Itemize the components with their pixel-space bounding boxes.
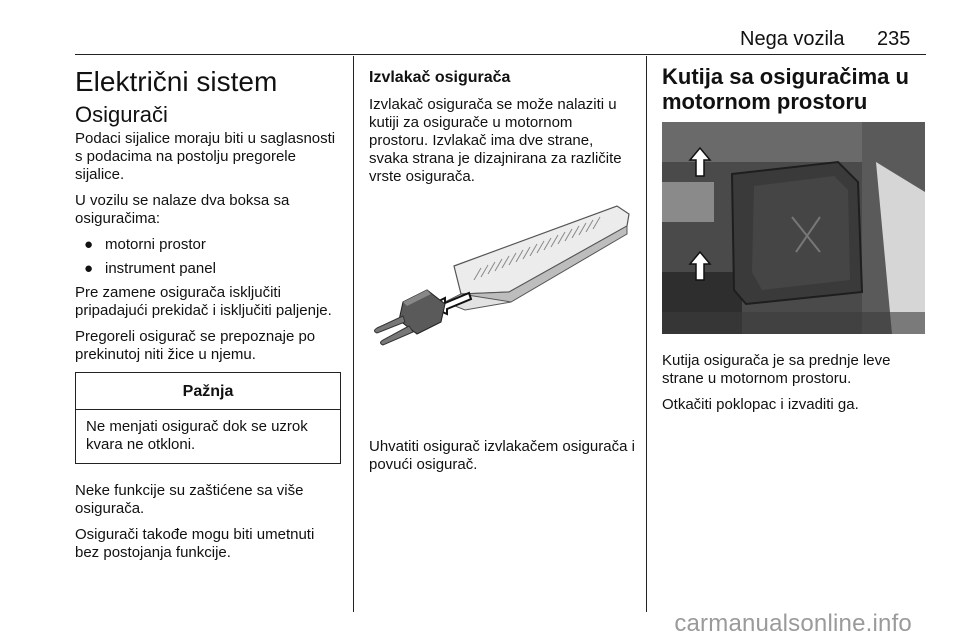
paragraph: Osigurači takođe mogu biti umetnuti bez postojanja funkcije. [75, 526, 315, 561]
watermark: carmanualsonline.info [674, 610, 912, 637]
list-item [75, 260, 341, 278]
section-title: Električni sistem [75, 66, 278, 97]
notice-title: Pažnja [76, 373, 340, 410]
section-heading: Kutija sa osiguračima u motornom prostoru [662, 64, 909, 114]
list-item-text: instrument panel [105, 260, 216, 277]
bullet-list [75, 236, 341, 278]
fuse-puller-illustration [369, 194, 635, 424]
bullet-icon: ● [84, 260, 94, 277]
list-item [75, 236, 341, 254]
column-2 [369, 58, 635, 482]
paragraph: Pregoreli osigurač se prepoznaje po prekinutoj niti žice u njemu. [75, 328, 316, 363]
column-1 [75, 58, 341, 570]
column-3 [662, 58, 928, 422]
bullet-icon: ● [84, 236, 94, 253]
notice-box [75, 372, 341, 464]
section-heading: Izvlakač osigurača [369, 69, 511, 86]
page-number: 235 [877, 28, 911, 50]
notice-body: Ne menjati osigurač dok se uzrok kvara ne otkloni. [86, 418, 308, 453]
column-divider-1 [353, 56, 354, 612]
list-item-text: motorni prostor [105, 236, 206, 253]
paragraph: Kutija osigurača je sa prednje leve strane u motornom prostoru. [662, 352, 891, 387]
paragraph: Izvlakač osigurača se može nalaziti u kutiji za osigurače u motornom prostoru. Izvlakač ima dve strane, svaka strana je dizajnirana za različite vrste osigurača. [369, 96, 622, 185]
paragraph: Neke funkcije su zaštićene sa više osigurača. [75, 482, 304, 517]
paragraph: Otkačiti poklopac i izvaditi ga. [662, 396, 859, 413]
paragraph: U vozilu se nalaze dva boksa sa osiguračima: [75, 192, 290, 227]
column-divider-2 [646, 56, 647, 612]
header-rule [75, 54, 926, 55]
subsection-title: Osigurači [75, 102, 168, 127]
paragraph: Uhvatiti osigurač izvlakačem osigurača i povući osigurač. [369, 438, 635, 473]
running-header-section: Nega vozila [740, 28, 845, 50]
engine-fuse-box-photo [662, 122, 925, 334]
paragraph: Pre zamene osigurača isključiti pripadajući prekidač i isključiti paljenje. [75, 284, 332, 319]
paragraph: Podaci sijalice moraju biti u saglasnosti s podacima na postolju pregorele sijalice. [75, 130, 336, 183]
